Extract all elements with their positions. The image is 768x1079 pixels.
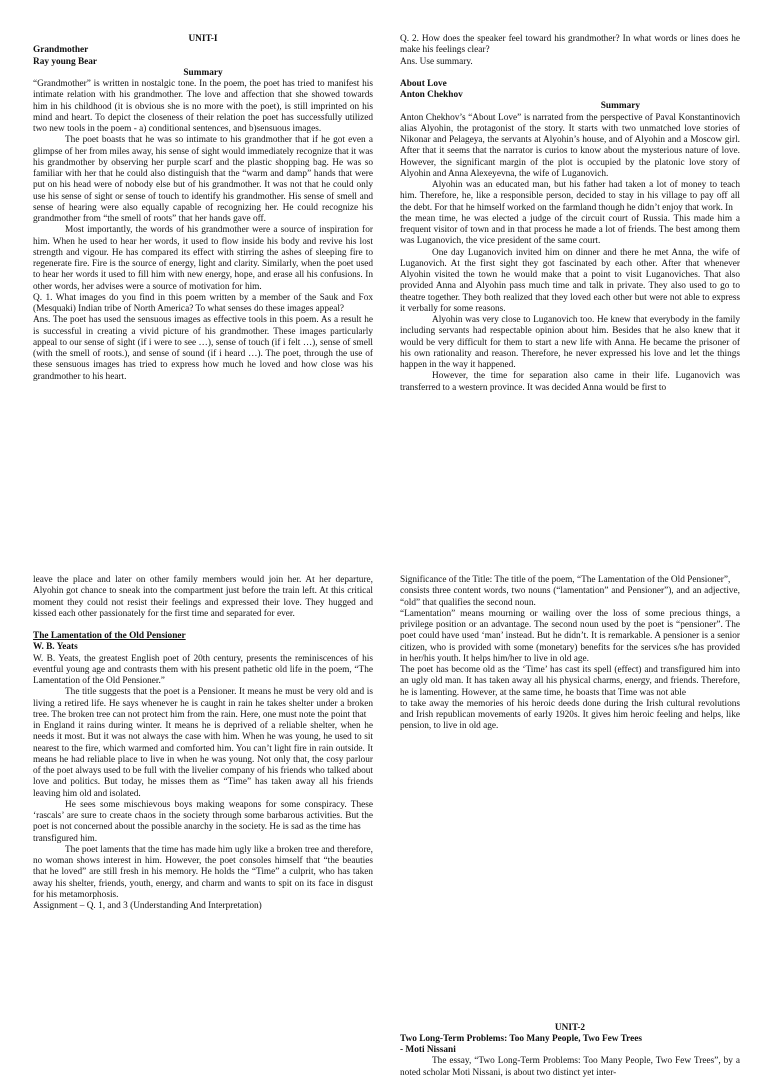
paragraph: One day Luganovich invited him on dinner and there he met Anna, the wife of Luganovich. At the first sight they got fascinated by each other. After that whenever Alyohin visited the town he would make that a point to visit Luganoviches. That also provided Anna and Alyohin pass much time and talk in private. They also used to go to theatre together. They both realized that they loved each other but were not able to express it verbally for some reasons. (400, 247, 740, 314)
paragraph: Alyohin was very close to Luganovich too. He knew that everybody in the family including servants had respectable opinion about him. Besides that he also knew that it would be very difficult for them to start a new life with Anna. He became the prisoner of his own rationality and reason. Therefore, he never expressed his love and let the things happen in the way it happened. (400, 315, 740, 370)
paragraph: Anton Chekhov’s “About Love” is narrated from the perspective of Paval Konstantinovich alias Alyohin, the protagonist of the story. It starts with two unmatched love stories of Nikonar and Pelageya, the servants at Alyohin’s house, and of Alyohin and a Moscow girl. After that it seems that the narrator is curios to know about the mysterious nature of love. However, the significant margin of the plot is occupied by the platonic love story of Alyohin and Anna Alexeyevna, the wife of Luganovich. (400, 112, 740, 179)
answer: Ans. The poet has used the sensuous images as effective tools in this poem. As a result he is successful in creating a vivid picture of his grandmother. These images particularly appeal to our sense of sight (if i were to see …), sense of touch (if i felt …), sense of smell (with the smell of roots.), and sense of sound (if i heard …). The poet, through the use of these sensuous images has tried to express how much he loved and how close was his grandmother to his heart. (33, 315, 373, 382)
paragraph: consists three content words, two nouns (“lamentation” and Pensioner”), and an adjective, “old” that qualifies the second noun. (400, 586, 740, 608)
unit-heading: UNIT-I (188, 34, 218, 44)
paragraph: However, the time for separation also came in their life. Luganovich was transferred to a western province. It was decided Anna would be first to (400, 371, 740, 393)
summary-heading: Summary (183, 67, 223, 78)
paragraph: Alyohin was an educated man, but his father had taken a lot of money to teach him. Therefore, he, like a responsible person, decided to stay in his village to pay off all the debt. For that he himself worked on the farmland though he didn’t enjoy that work. In (400, 180, 740, 213)
paragraph: “Lamentation” means mourning or wailing over the loss of some precious things, a privilege position or an advantage. The second noun used by the poet is “pensioner”. The poet could have used ‘man’ instead. But he didn’t. It is remarkable. A pensioner is a senior citizen, who is provided with some (monetary) benefits for the services s/he has provided in her/his youth. It helps him/her to live in old age. (400, 608, 740, 664)
poem-title: Grandmother (33, 45, 89, 56)
question: Q. 1. What images do you find in this poem written by a member of the Sauk and Fox (Mesquaki) Indian tribe of North America? To what senses do these images appeal? (33, 292, 373, 314)
poem-author: W. B. Yeats (33, 642, 78, 653)
poem-title: The Lamentation of the Old Pensioner (33, 631, 186, 641)
paragraph: the mean time, he was elected a judge of the circuit court of Russia. This made him a frequent visitor of town and in that process he made a lot of friends. The best among them was Luganovich, the vice president of the same court. (400, 213, 740, 247)
column-3 (33, 575, 373, 912)
paragraph: to take away the memories of his heroic deeds done during the Irish cultural revolutions and Irish republican movements of early 1920s. It gives him heroic feeling and helps, like pension, to live in old age. (400, 698, 740, 732)
story-author: Anton Chekhov (400, 90, 463, 100)
paragraph: The poet boasts that he was so intimate to his grandmother that if he got even a glimpse of her from miles away, his sense of sight would immediately recognize that it was his grandmother by observing her purple scarf and the plastic shopping bag. He was so familiar with her that he could also distinguish that the “warm and damp” hands that were put on his head were of nobody else but of his grandmother. It was not that he could only use his sense of sight or sense of touch to identify his grandmother. His sense of smell and sense of hearing were also equally capable of recognizing her. He could recognize his grandmother from “the smell of roots” that her hands gave off. (33, 135, 373, 224)
paragraph: The title suggests that the poet is a Pensioner. It means he must be very old and is living a retired life. He says whenever he is caught in rain he takes shelter under a broken tree. The broken tree can not protect him from the rain. Here, one must note the point that (33, 687, 373, 720)
question: Q. 2. How does the speaker feel toward his grandmother? In what words or lines does he make his feelings clear? (400, 34, 740, 56)
paragraph: in England it rains during winter. It means he is deprived of a reliable shelter, when he needs it most. But it was not always the case with him. When he was young, he used to sit nearest to the fire, which warmed and comforted him. You can’t light fire in rain outside. It means he had reliable place to live in when he was young. Not only that, the cosy parlour of the poet always used to be full with the livelier company of his friends who talked about love and politics. But today, he misses them as “Time” has taken away all his friends leaving him old and isolated. (33, 721, 373, 799)
paragraph: transfigured him. (33, 833, 98, 844)
assignment: Assignment – Q. 1, and 3 (Understanding And Interpretation) (33, 901, 262, 911)
column-2 (400, 34, 740, 394)
paragraph: The poet has become old as the ‘Time’ has cast its spell (effect) and transfigured him into an ugly old man. It has taken away all his physical charms, energy, and friends. Therefore, he is lamenting. However, at the same time, he boasts that Time was not able (400, 665, 740, 698)
paragraph: Most importantly, the words of his grandmother were a source of inspiration for him. When he used to hear her words, it used to flow inside his body and revive his lost strength and vigour. He has compared its effect with stirring the ashes of sleeping fire to regenerate fire. Fire is the source of energy, light and clarity. Similarly, when the poet used to hear her words it used to fill him with new energy, hope, and erase all his confusions. In other words, her advises were a source of motivation for him. (33, 225, 373, 292)
paragraph: The poet laments that the time has made him ugly like a broken tree and therefore, no woman shows interest in him. However, the poet consoles himself that “the beauties that he loved” are still fresh in his memory. He holds the “Time” a culprit, who has taken away his shelter, friends, youth, energy, and charm and wants to spit on its face in disgust for his metamorphosis. (33, 844, 373, 900)
essay-author: - Moti Nissani (400, 1045, 456, 1055)
essay-title: Two Long-Term Problems: Too Many People, Two Few Trees (400, 1033, 642, 1044)
story-title: About Love (400, 78, 447, 89)
paragraph: He sees some mischievous boys making weapons for some conspiracy. These ‘rascals’ are sure to create chaos in the society through some barbarous activities. But the poet is not concerned about the possible anarchy in the society. He is sad as the time has (33, 799, 373, 833)
paragraph: W. B. Yeats, the greatest English poet of 20th century, presents the reminiscences of his eventful young age and contrasts them with his present pathetic old life in the poem, “The Lamentation of the Old Pensioner.” (33, 653, 373, 686)
column-4 (400, 575, 740, 1079)
paragraph: The essay, “Two Long-Term Problems: Too Many People, Two Few Trees”, by a noted scholar Moti Nissani, is about two distinct yet inter- (400, 1056, 740, 1078)
answer: Ans. Use summary. (400, 56, 473, 67)
poem-author: Ray young Bear (33, 56, 98, 67)
paragraph: “Grandmother” is written in nostalgic tone. In the poem, the poet has tried to manifest his intimate relation with his grandmother. The love and affection that she showed towards him in his childhood (it is obvious she is no more with the poet), is still imprinted on his mind and heart. To depict the closeness of their relation the poet has successfully utilized two new tools in the poem - a) conditional sentences, and b)sensuous images. (33, 79, 373, 134)
paragraph: Significance of the Title: The title of the poem, “The Lamentation of the Old Pensioner”, (400, 575, 731, 585)
paragraph: leave the place and later on other family members would join her. At her departure, Alyohin got chance to sneak into the compartment just before the train left. At this critical moment they could not resist their feelings and expressed their love. They hugged and kissed each other passionately for the first time and separated for ever. (33, 575, 373, 619)
unit-heading: UNIT-2 (554, 1022, 586, 1033)
summary-heading: Summary (600, 101, 640, 112)
column-1 (33, 34, 373, 383)
